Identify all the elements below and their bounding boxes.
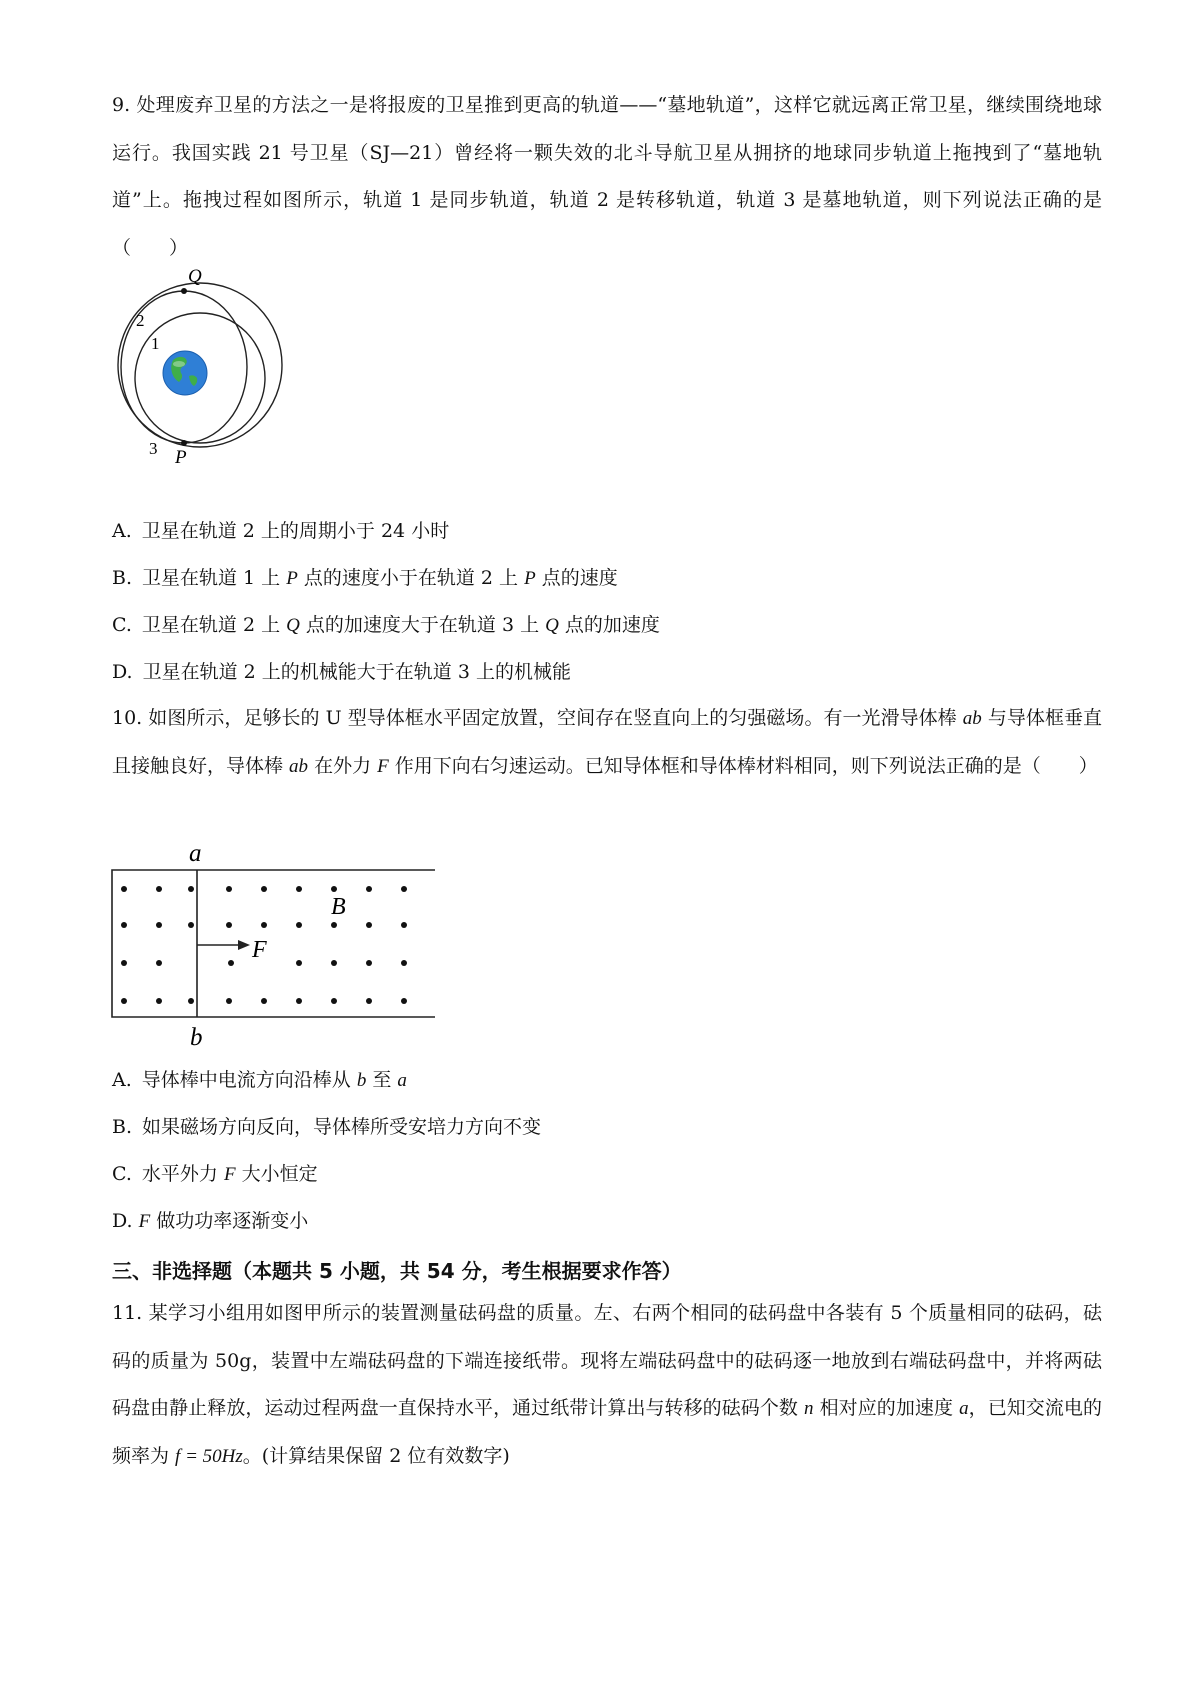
field-dot bbox=[121, 960, 127, 966]
field-dot bbox=[331, 922, 337, 928]
q9-stem: 9. 处理废弃卫星的方法之一是将报废的卫星推到更高的轨道——“墓地轨道”，这样它就远离正常卫星，继续围绕地球运行。我国实践 21 号卫星（SJ—21）曾经将一颗失效的北斗导航卫星从拥挤的地球同步轨道上拖拽到了“墓地轨道”上。拖拽过程如图所示，轨道 1 是同步轨道，轨道 2 是转移轨道，轨道 3 是墓地轨道，则下列说法正确的是（ ） bbox=[112, 94, 1102, 259]
label-2: 2 bbox=[136, 311, 145, 330]
q9-option-b: B. 卫星在轨道 1 上 P 点的速度小于在轨道 2 上 P 点的速度 bbox=[112, 567, 618, 589]
field-dot bbox=[261, 886, 267, 892]
q9-option-c: C. 卫星在轨道 2 上 Q 点的加速度大于在轨道 3 上 Q 点的加速度 bbox=[112, 614, 660, 636]
section-title: 三、非选择题（本题共 5 小题，共 54 分，考生根据要求作答） bbox=[112, 1259, 682, 1283]
field-dot bbox=[188, 998, 194, 1004]
field-dot bbox=[401, 922, 407, 928]
field-dot bbox=[296, 998, 302, 1004]
field-dot bbox=[228, 960, 234, 966]
field-dot bbox=[366, 922, 372, 928]
label-b: b bbox=[190, 1024, 203, 1050]
q9-option-d: D. 卫星在轨道 2 上的机械能大于在轨道 3 上的机械能 bbox=[112, 661, 571, 683]
frequency-formula: f = 50Hz bbox=[175, 1445, 243, 1467]
magnetic-field-figure bbox=[100, 835, 460, 1050]
orbit-figure bbox=[95, 262, 285, 467]
field-dot bbox=[226, 886, 232, 892]
field-dot bbox=[401, 886, 407, 892]
point-Q bbox=[181, 288, 187, 294]
label-F: F bbox=[252, 937, 267, 963]
field-dot bbox=[331, 886, 337, 892]
label-3: 3 bbox=[149, 439, 158, 458]
q10-option-d: D. F 做功功率逐渐变小 bbox=[112, 1210, 309, 1232]
field-dot bbox=[226, 922, 232, 928]
force-arrow-icon bbox=[197, 940, 250, 950]
point-P bbox=[181, 440, 187, 446]
field-dot bbox=[366, 998, 372, 1004]
field-dot bbox=[156, 922, 162, 928]
label-B: B bbox=[331, 894, 346, 920]
q10-option-a: A. 导体棒中电流方向沿棒从 b 至 a bbox=[112, 1069, 407, 1091]
earth-icon bbox=[163, 351, 207, 395]
field-dot bbox=[296, 886, 302, 892]
label-a: a bbox=[189, 840, 202, 867]
q11-stem: 11. 某学习小组用如图甲所示的装置测量砝码盘的质量。左、右两个相同的砝码盘中各装有 5 个质量相同的砝码，砝码的质量为 50g，装置中左端砝码盘的下端连接纸带。现将左端砝码盘中的砝码逐一地放到右端砝码盘中，并将两砝码盘由静止释放，运动过程两盘一直保持水平，通过纸带计算出与转移的砝码个数 n 相对应的加速度 a，已知交流电的频率为 f = 50Hz。(计算结果保留 2 位有效数字) bbox=[112, 1302, 1102, 1467]
u-frame bbox=[112, 870, 435, 1017]
field-dot bbox=[261, 922, 267, 928]
q9-option-a: A. 卫星在轨道 2 上的周期小于 24 小时 bbox=[112, 520, 450, 542]
field-dot bbox=[401, 960, 407, 966]
q10-option-b: B. 如果磁场方向反向，导体棒所受安培力方向不变 bbox=[112, 1116, 542, 1138]
field-dot bbox=[296, 960, 302, 966]
field-dot bbox=[261, 998, 267, 1004]
field-dot bbox=[226, 998, 232, 1004]
field-dot bbox=[121, 886, 127, 892]
field-dot bbox=[188, 886, 194, 892]
label-1: 1 bbox=[151, 334, 160, 353]
field-dot bbox=[401, 998, 407, 1004]
field-dot bbox=[366, 886, 372, 892]
q10-stem: 10. 如图所示，足够长的 U 型导体框水平固定放置，空间存在竖直向上的匀强磁场。有一光滑导体棒 ab 与导体框垂直且接触良好，导体棒 ab 在外力 F 作用下向右匀速运动。已知导体框和导体棒材料相同，则下列说法正确的是（ ） bbox=[112, 707, 1103, 777]
field-dot bbox=[188, 922, 194, 928]
label-P: P bbox=[175, 447, 187, 467]
q10-option-c: C. 水平外力 F 大小恒定 bbox=[112, 1163, 318, 1185]
field-dot bbox=[331, 998, 337, 1004]
field-dot bbox=[156, 960, 162, 966]
label-Q: Q bbox=[188, 266, 202, 287]
field-dot bbox=[156, 998, 162, 1004]
field-dot bbox=[296, 922, 302, 928]
field-dot bbox=[121, 922, 127, 928]
field-dot bbox=[331, 960, 337, 966]
field-dot bbox=[366, 960, 372, 966]
field-dot bbox=[121, 998, 127, 1004]
field-dot bbox=[156, 886, 162, 892]
